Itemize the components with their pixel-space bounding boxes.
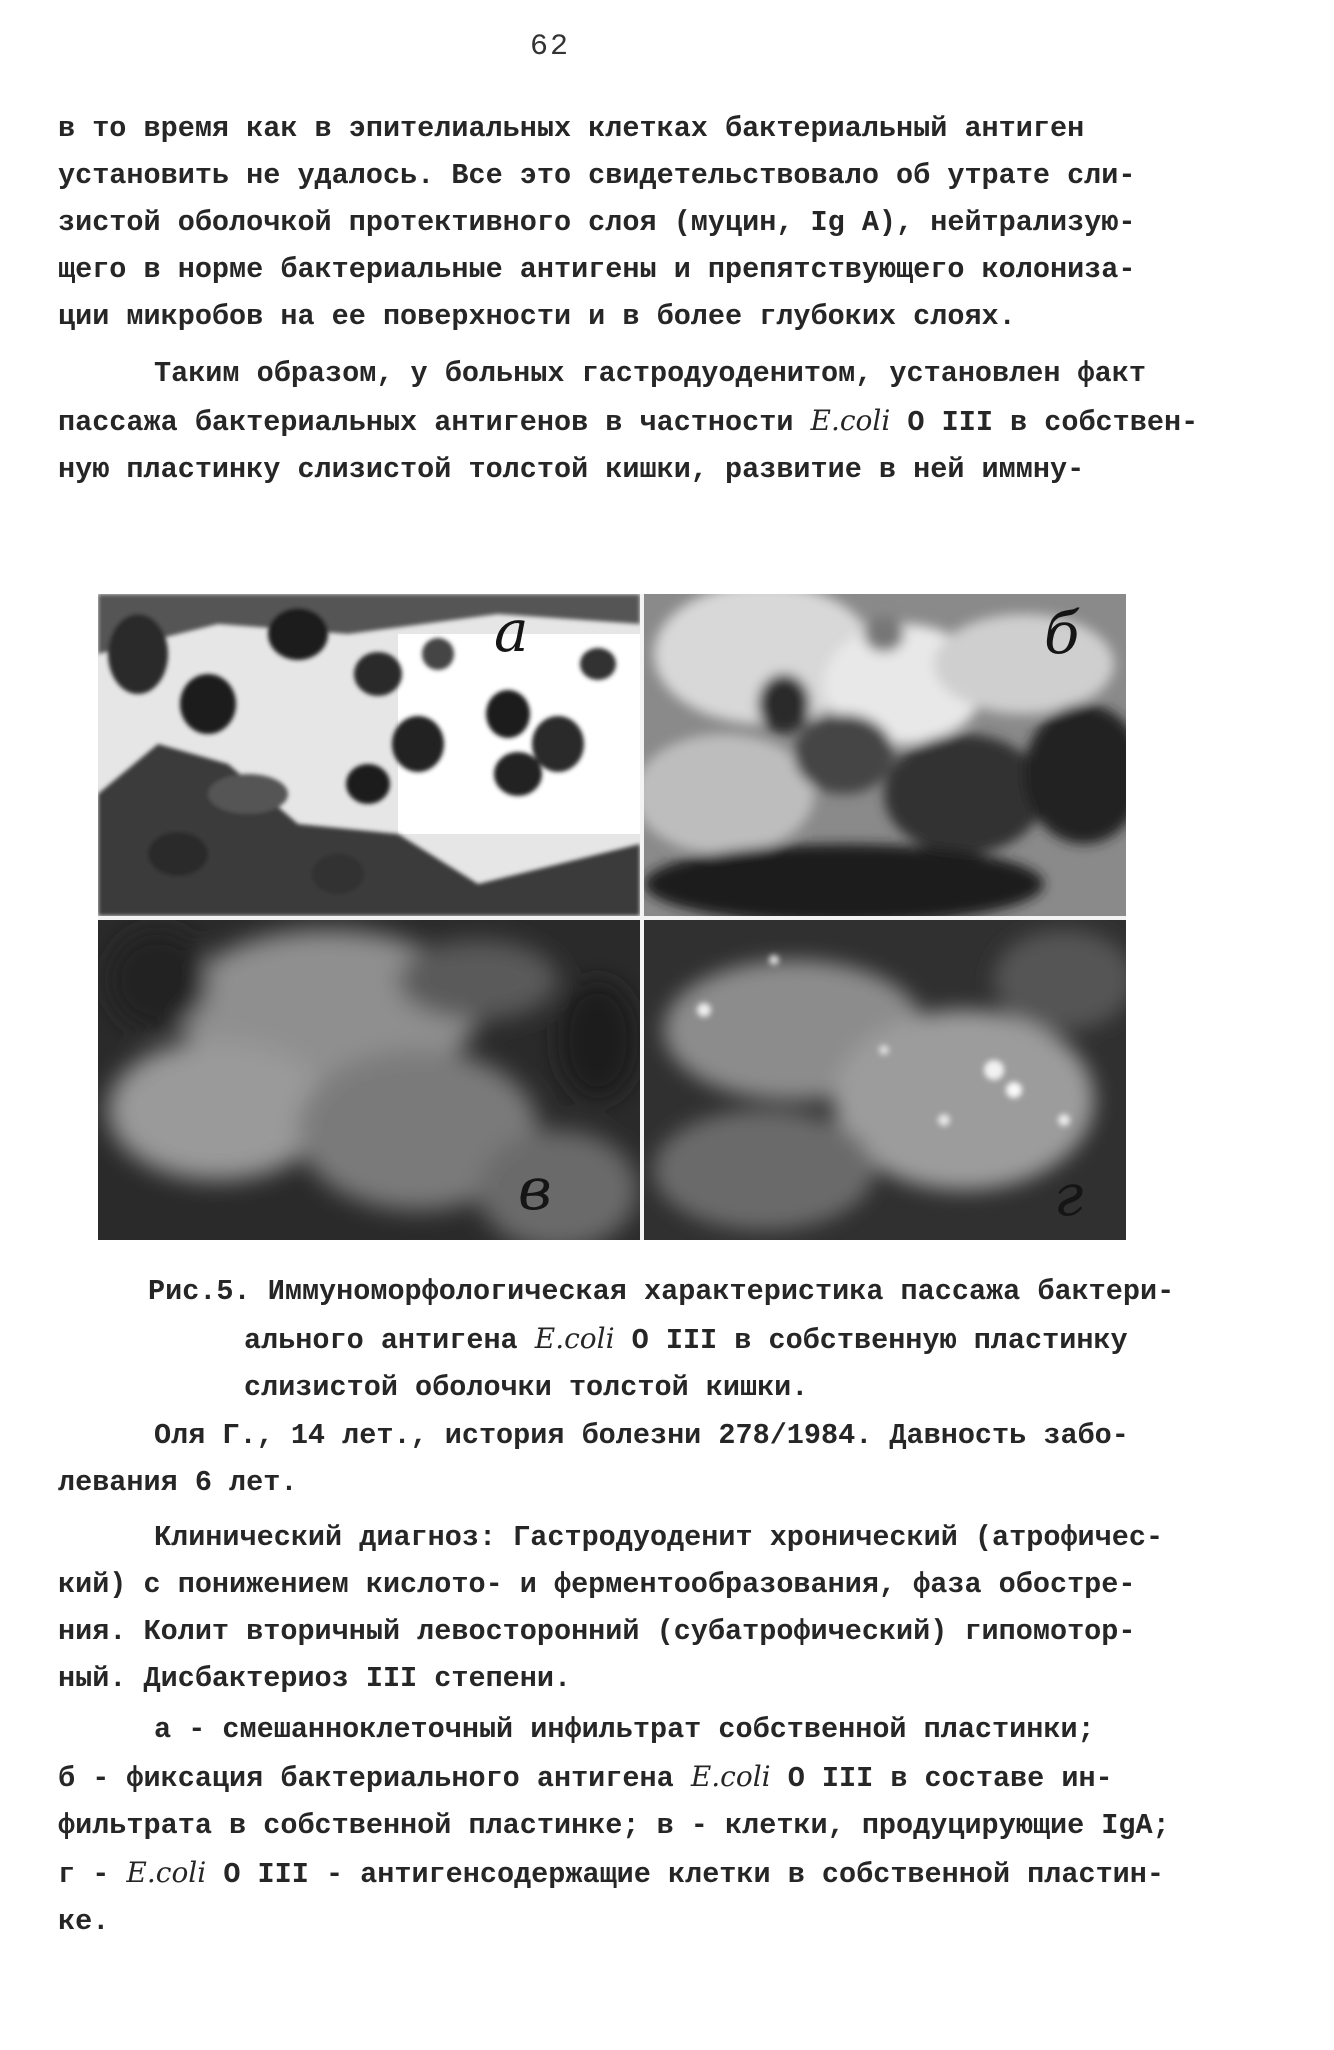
text-span: Иммуноморфологическая характеристика пассажа бактери- xyxy=(267,1275,1175,1308)
figure-caption xyxy=(58,1268,1278,1411)
intro-text xyxy=(58,105,1278,493)
text-line xyxy=(58,1753,1278,1802)
panel-label-b: б xyxy=(1044,599,1080,667)
text-span: б - фиксация бактериального антигена xyxy=(58,1762,691,1795)
page-number: 62 xyxy=(529,30,570,64)
text-span: O III в собствен- xyxy=(890,406,1199,439)
micrograph-panel-b xyxy=(644,594,1126,916)
text-span: O III в составе ин- xyxy=(770,1762,1113,1795)
text-line xyxy=(58,1315,1278,1364)
case-description xyxy=(58,1412,1278,1945)
organism-name: E.coli xyxy=(534,1322,615,1355)
text-line: ный. Дисбактериоз III степени. xyxy=(58,1662,572,1695)
text-line: ную пластинку слизистой толстой кишки, развитие в ней иммну- xyxy=(58,453,1085,486)
organism-name: E.coli xyxy=(810,404,891,437)
micrograph-panel-v xyxy=(98,920,640,1240)
text-line: ции микробов на ее поверхности и в более глубоких слоях. xyxy=(58,300,1016,333)
text-line: зистой оболочкой протективного слоя (муцин, Ig A), нейтрализую- xyxy=(58,206,1136,239)
text-line xyxy=(58,1268,1278,1315)
text-line xyxy=(58,1849,1278,1898)
text-line: левания 6 лет. xyxy=(58,1466,298,1499)
text-line: ния. Колит вторичный левосторонний (субатрофический) гипомотор- xyxy=(58,1615,1136,1648)
text-span: O III в собственную пластинку xyxy=(614,1324,1128,1357)
text-line: щего в норме бактериальные антигены и препятствующего колониза- xyxy=(58,253,1136,286)
text-span: ального антигена xyxy=(244,1324,535,1357)
micrograph-panel-g xyxy=(644,920,1126,1240)
text-line: а - смешанноклеточный инфильтрат собственной пластинки; xyxy=(154,1713,1095,1746)
text-line: Таким образом, у больных гастродуоденитом, установлен факт xyxy=(154,357,1146,390)
text-line: фильтрата в собственной пластинке; в - клетки, продуцирующие IgA; xyxy=(58,1809,1170,1842)
micrograph-a-image xyxy=(98,594,640,916)
micrograph-panel-a xyxy=(98,594,640,916)
caption-prefix: Рис.5. xyxy=(148,1275,251,1308)
micrograph-v-image xyxy=(98,920,640,1240)
text-span: O III - антигенсодержащие клетки в собственной пластин- xyxy=(206,1858,1164,1891)
text-line: Оля Г., 14 лет., история болезни 278/1984. Давность забо- xyxy=(154,1419,1129,1452)
text-line xyxy=(58,397,1278,446)
panel-label-v: в xyxy=(518,1155,552,1223)
text-span: г - xyxy=(58,1858,127,1891)
text-line: установить не удалось. Все это свидетельствовало об утрате сли- xyxy=(58,159,1136,192)
text-line: ке. xyxy=(58,1905,110,1938)
text-span: пассажа бактериальных антигенов в частности xyxy=(58,406,811,439)
panel-label-a: а xyxy=(494,597,529,665)
text-line: кий) с понижением кислото- и ферментообразования, фаза обостре- xyxy=(58,1568,1136,1601)
organism-name: E.coli xyxy=(690,1760,771,1793)
text-line: слизистой оболочки толстой кишки. xyxy=(244,1371,809,1404)
text-line: Клинический диагноз: Гастродуоденит хронический (атрофичес- xyxy=(154,1521,1164,1554)
micrograph-figure xyxy=(98,594,1126,1240)
text-line: в то время как в эпителиальных клетках бактериальный антиген xyxy=(58,112,1085,145)
organism-name: E.coli xyxy=(126,1856,207,1889)
panel-label-g: г xyxy=(1054,1161,1084,1229)
